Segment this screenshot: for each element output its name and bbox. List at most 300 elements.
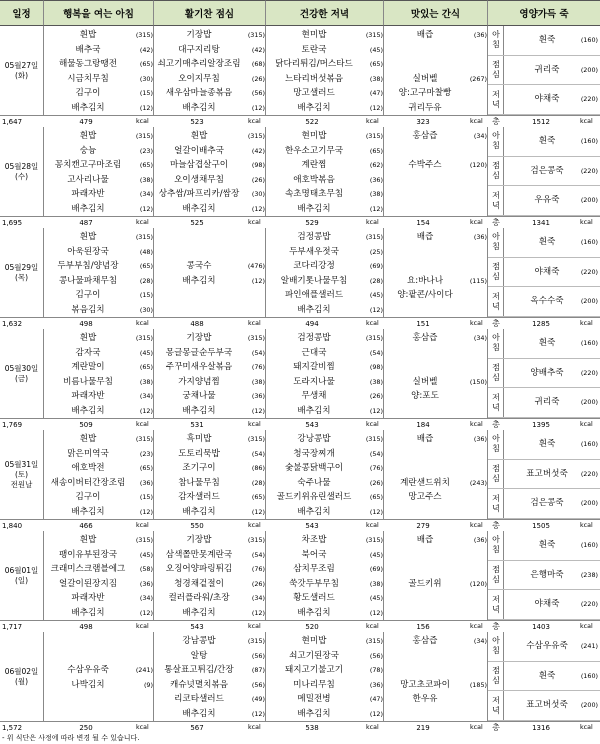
porridge-kcal: (200) [580,196,598,205]
menu-item-name: 오징어양파링튀김 [165,564,233,574]
menu-item-kcal: (315) [135,435,153,443]
menu-item-kcal: (315) [247,435,265,443]
kcal-unit: kcal [470,724,483,731]
menu-item [154,389,266,403]
menu-item-name: 파래자반 [71,189,105,199]
menu-item [266,28,384,42]
menu-item-name: 계란찜 [301,160,327,170]
porridge-item [504,228,600,258]
menu-item-name: 애호박전 [71,463,105,473]
meal-column-breakfast [44,531,154,620]
date-label: 06월01일 [4,565,39,575]
kcal-unit: kcal [580,623,593,630]
meal-total: 498 [79,320,93,328]
menu-item [384,548,488,562]
menu-item-name: 골드키위유린샐러드 [276,492,352,502]
header-date: 일정 [0,0,44,26]
kcal-unit: kcal [366,320,379,327]
meal-total: 279 [416,522,430,530]
menu-item-name: 쇠고기된장국 [289,650,339,661]
menu-item-kcal: (26) [251,579,265,588]
meal-label-column [488,228,504,317]
meal-total: 520 [305,623,319,631]
menu-item [266,245,384,259]
menu-item [384,606,488,620]
menu-item [266,548,384,562]
menu-item [384,360,488,374]
menu-item-name: 한우유 [412,694,438,704]
menu-item-name: 시금치무침 [67,73,109,84]
menu-item-name: 망고주스 [408,492,442,502]
menu-item [154,202,266,216]
menu-item [266,533,384,547]
menu-item [266,577,384,591]
menu-item [266,187,384,201]
porridge-item [504,489,600,519]
meal-column-breakfast [44,430,154,519]
porridge-kcal: (200) [580,398,598,407]
menu-item-name: 고사리나물 [67,174,109,185]
meal-label-char: 아 [492,535,500,545]
menu-item-kcal: (54) [251,449,265,458]
menu-item [44,43,154,57]
meal-total: 567 [190,724,204,732]
meal-label-char: 점 [492,665,500,675]
menu-item-name: 콩국수 [186,261,212,271]
porridge-kcal: (220) [580,95,598,104]
menu-item [384,303,488,317]
kcal-unit: kcal [366,421,379,428]
date-label: 05월31일 [4,459,39,469]
date-label: 06월02일 [4,666,39,676]
menu-item [384,72,488,86]
menu-item-name: 아욱된장국 [67,246,109,257]
meal-label [488,388,504,418]
meal-column-breakfast [44,26,154,115]
menu-item [44,274,154,288]
menu-item [154,43,266,57]
menu-item [266,476,384,490]
meal-total: 219 [416,724,430,732]
menu-item [154,331,266,345]
meal-label [488,531,504,561]
porridge-kcal: (200) [580,701,598,710]
kcal-unit: kcal [366,118,379,125]
menu-item [44,202,154,216]
menu-item-kcal: (49) [251,695,265,703]
menu-item [154,476,266,490]
day-row [0,632,600,733]
menu-item-kcal: (243) [469,478,487,487]
menu-item-name: 배추김치 [297,102,331,113]
meal-total: 523 [190,118,204,126]
weekday-label: (금) [14,373,29,383]
menu-item [44,707,154,721]
menu-item-kcal: (42) [251,146,265,155]
kcal-unit: kcal [580,320,593,327]
menu-item-name: 상추쌈/파프리카/쌈장 [158,189,240,199]
menu-item-name: 배추김치 [182,275,216,286]
menu-item [384,28,488,42]
meal-column-snack [384,632,488,721]
menu-item-name: 감자국 [75,347,101,358]
menu-item-name: 계란말이 [71,362,105,372]
menu-item-name: 배즙 [416,434,434,444]
menu-item-kcal: (15) [139,89,153,97]
porridge-name: 검은콩죽 [530,498,564,509]
porridge-item [504,287,600,317]
menu-item-name: 크래미스크램블에그 [50,564,126,574]
menu-item [154,678,266,692]
meal-label-char: 심 [492,372,500,382]
day-row [0,531,600,632]
day-row [0,26,600,127]
menu-item-kcal: (30) [139,305,153,314]
menu-item-name: 흰밥 [79,535,97,545]
kcal-unit: kcal [470,118,483,125]
porridge-kcal: (220) [580,600,598,609]
menu-item-name: 꽁치캔고구마조림 [54,160,122,170]
menu-item-name: 홍삼즙 [412,131,438,141]
menu-item-kcal: (65) [369,493,383,501]
menu-item-kcal: (76) [251,363,265,371]
meal-label-column [488,26,504,115]
menu-item-name: 돼지갈비찜 [293,362,335,372]
menu-item-kcal: (315) [365,435,383,443]
menu-item-kcal: (38) [139,175,153,184]
menu-item-kcal: (69) [369,565,383,573]
total-label: 총 [492,420,500,429]
meal-column-lunch [154,632,266,721]
total-row [0,216,600,228]
menu-item-name: 캐슈넛멸치볶음 [169,679,229,690]
menu-item-name: 기장밥 [186,535,212,545]
menu-item [154,129,266,143]
menu-item [266,86,384,100]
weekday-label: (토) [14,469,29,479]
menu-item [44,346,154,360]
meal-label-char: 침 [492,646,500,656]
menu-item-name: 북어국 [301,549,327,560]
menu-item [154,490,266,504]
menu-item-name: 메밀전병 [297,694,331,704]
menu-item [266,288,384,302]
kcal-unit: kcal [248,219,261,226]
header-breakfast: 행복을 여는 아침 [44,0,154,26]
menu-item [384,663,488,677]
menu-item-name: 현미밥 [301,636,327,646]
menu-item-kcal: (38) [369,190,383,198]
menu-item-kcal: (315) [135,536,153,544]
header-dinner: 건강한 저녁 [266,0,384,26]
meal-column-lunch [154,228,266,317]
porridge-name: 수삼우유죽 [526,641,568,651]
menu-item-kcal: (34) [139,594,153,602]
menu-item-name: 실버벨 [412,376,438,387]
menu-item-kcal: (36) [139,579,153,588]
kcal-unit: kcal [470,421,483,428]
menu-item-name: 몽글몽글순두부국 [165,347,233,358]
meal-label [488,359,504,389]
meal-label-column [488,632,504,721]
day-note: 전원날 [10,479,33,489]
menu-item-kcal: (36) [473,536,487,544]
porridge-name: 옥수수죽 [530,296,564,307]
menu-item-name: 콩나물파채무침 [58,275,118,286]
kcal-unit: kcal [580,118,593,125]
menu-item [384,490,488,504]
menu-item [44,432,154,446]
porridge-name: 흰죽 [538,35,556,45]
porridge-item [504,531,600,561]
kcal-unit: kcal [136,320,149,327]
menu-item-name: 무생채 [301,391,327,401]
porridge-name: 흰죽 [538,540,556,550]
menu-item-kcal: (150) [469,377,487,386]
menu-item [44,72,154,86]
porridge-total: 1285 [532,320,550,328]
date-label: 05월30일 [4,363,39,373]
menu-item [384,447,488,461]
porridge-kcal: (200) [580,499,598,508]
meal-total: 538 [305,724,319,732]
menu-item-kcal: (12) [139,608,153,617]
menu-item-name: 조기구이 [182,463,216,473]
menu-item-name: 현미밥 [301,131,327,141]
meal-total: 479 [79,118,93,126]
menu-item-name: 컬러플라워/초장 [168,593,230,603]
meal-label [488,460,504,490]
menu-item-kcal: (76) [251,565,265,573]
menu-item [154,274,266,288]
porridge-item [504,359,600,389]
menu-item [44,447,154,461]
meal-label-char: 저 [492,89,500,99]
meal-column-dinner [266,26,384,115]
menu-item-kcal: (45) [139,550,153,559]
menu-item-name: 참나물무침 [178,477,220,488]
porridge-name: 야채죽 [534,94,560,105]
menu-item [44,461,154,475]
menu-item [44,678,154,692]
menu-item-kcal: (42) [139,45,153,54]
menu-item-kcal: (76) [369,464,383,472]
menu-item [266,375,384,389]
menu-item-name: 팽이유부된장국 [58,549,118,560]
porridge-name: 귀리죽 [534,397,560,408]
menu-item [44,28,154,42]
menu-item [44,389,154,403]
meal-label-char: 아 [492,131,500,141]
day-row [0,430,600,531]
menu-item [154,461,266,475]
menu-item-kcal: (36) [473,233,487,241]
menu-item-name: 해물동그랑땡전 [58,59,118,69]
menu-item [154,692,266,706]
menu-item-name: 배추김치 [182,607,216,618]
menu-item [154,230,266,244]
meal-label-char: 저 [492,392,500,402]
porridge-kcal: (220) [580,166,598,175]
menu-item [44,245,154,259]
meal-total: 529 [305,219,319,227]
menu-item [154,360,266,374]
porridge-name: 표고버섯죽 [526,700,568,711]
meal-label [488,632,504,662]
menu-item [384,259,488,273]
porridge-name: 흰죽 [538,670,556,681]
menu-item [266,461,384,475]
meal-column-lunch [154,531,266,620]
menu-item-kcal: (23) [139,146,153,155]
menu-item-name: 마늘삼겹살구이 [169,160,229,170]
date-label: 05월28일 [4,161,39,171]
menu-item-name: 배추김치 [71,405,105,416]
menu-item-kcal: (45) [369,291,383,299]
menu-item-name: 홍삼즙 [412,333,438,343]
menu-item [384,476,488,490]
meal-label-char: 저 [492,291,500,301]
menu-item-kcal: (12) [139,103,153,112]
menu-item-kcal: (54) [251,348,265,357]
menu-item-name: 두부새우젓국 [289,246,339,257]
menu-item [266,649,384,663]
menu-item-name: 얼갈이된장지짐 [58,578,118,589]
menu-item-name: 요:바나나 [406,275,444,286]
meal-column-breakfast [44,632,154,721]
porridge-item [504,127,600,157]
kcal-unit: kcal [136,219,149,226]
menu-item-name: 나박김치 [71,679,105,690]
meal-label-char: 침 [492,242,500,252]
weekday-label: (목) [14,272,29,282]
menu-item-name: 양:고구마찰빵 [398,88,452,98]
menu-item-kcal: (12) [251,204,265,213]
meal-total: 543 [305,522,319,530]
menu-item [266,505,384,519]
meal-label-char: 아 [492,333,500,343]
meal-label [488,26,504,56]
menu-item [154,634,266,648]
meal-total: 522 [305,118,319,126]
menu-item [266,72,384,86]
porridge-kcal: (160) [580,36,598,44]
daily-total: 1,632 [2,320,23,328]
menu-item-kcal: (315) [247,31,265,39]
menu-item-kcal: (98) [251,161,265,169]
menu-item-kcal: (12) [251,507,265,516]
menu-item-kcal: (12) [369,305,383,314]
menu-item [154,57,266,71]
menu-item-name: 배추김치 [71,203,105,214]
meal-column-snack [384,329,488,418]
menu-item [384,230,488,244]
menu-item [384,101,488,115]
porridge-name: 양배추죽 [530,367,564,378]
menu-item-name: 두부부침/양념장 [57,261,119,271]
meal-label-char: 저 [492,695,500,705]
kcal-unit: kcal [136,421,149,428]
menu-item-name: 삼치무조림 [293,564,335,574]
footnote: - 위 식단은 사정에 따라 변경 될 수 있습니다. [2,734,140,742]
date-cell [0,26,44,115]
menu-item [384,173,488,187]
menu-item [384,187,488,201]
menu-item [266,404,384,418]
menu-item-name: 맑은미역국 [67,448,109,459]
menu-item-kcal: (65) [139,262,153,270]
menu-item [44,173,154,187]
menu-item-kcal: (115) [469,276,487,285]
menu-item-name: 실버벨 [412,73,438,84]
meal-column-dinner [266,531,384,620]
menu-item-kcal: (65) [139,60,153,68]
meal-label [488,691,504,721]
menu-item [384,707,488,721]
meal-label [488,228,504,258]
kcal-unit: kcal [366,522,379,529]
date-cell [0,329,44,418]
kcal-unit: kcal [136,623,149,630]
menu-item-name: 쇠고기매추리알장조림 [157,59,241,69]
menu-item [154,173,266,187]
menu-item-name: 코다리강정 [293,261,335,271]
menu-item-kcal: (28) [369,276,383,285]
meal-label-char: 아 [492,30,500,40]
menu-item-kcal: (34) [473,637,487,645]
date-label: 05월27일 [4,60,39,70]
meal-total: 466 [79,522,93,530]
menu-item-kcal: (267) [469,74,487,83]
meal-total: 531 [190,421,204,429]
menu-item [44,577,154,591]
menu-item-kcal: (120) [469,161,487,169]
menu-item-name: 주꾸미새우살볶음 [165,362,233,372]
menu-item-name: 도토리묵밥 [178,448,220,459]
menu-item [266,144,384,158]
menu-item [44,144,154,158]
menu-item [154,303,266,317]
menu-item-name: 배추김치 [182,506,216,517]
menu-item [266,678,384,692]
kcal-unit: kcal [366,219,379,226]
menu-item-kcal: (87) [251,666,265,674]
meal-label-char: 점 [492,59,500,69]
menu-item-name: 양:팥콘/사이다 [397,290,453,300]
menu-item [384,375,488,389]
meal-label-column [488,531,504,620]
porridge-item [504,430,600,460]
menu-item-kcal: (34) [473,334,487,342]
menu-item [384,432,488,446]
menu-item-name: 배추김치 [297,506,331,517]
meal-label-char: 심 [492,473,500,483]
menu-item [384,692,488,706]
meal-label-char: 녁 [492,402,500,412]
menu-item-kcal: (12) [369,406,383,415]
menu-item [44,505,154,519]
porridge-total: 1395 [532,421,550,429]
date-label: 05월29일 [4,262,39,272]
menu-item-name: 애호박볶음 [293,174,335,185]
menu-item [266,634,384,648]
menu-item-name: 도라지나물 [293,376,335,387]
menu-item-kcal: (15) [139,493,153,501]
menu-item-kcal: (54) [251,550,265,559]
meal-label-char: 저 [492,190,500,200]
menu-item-name: 파래자반 [71,391,105,401]
menu-item [44,86,154,100]
